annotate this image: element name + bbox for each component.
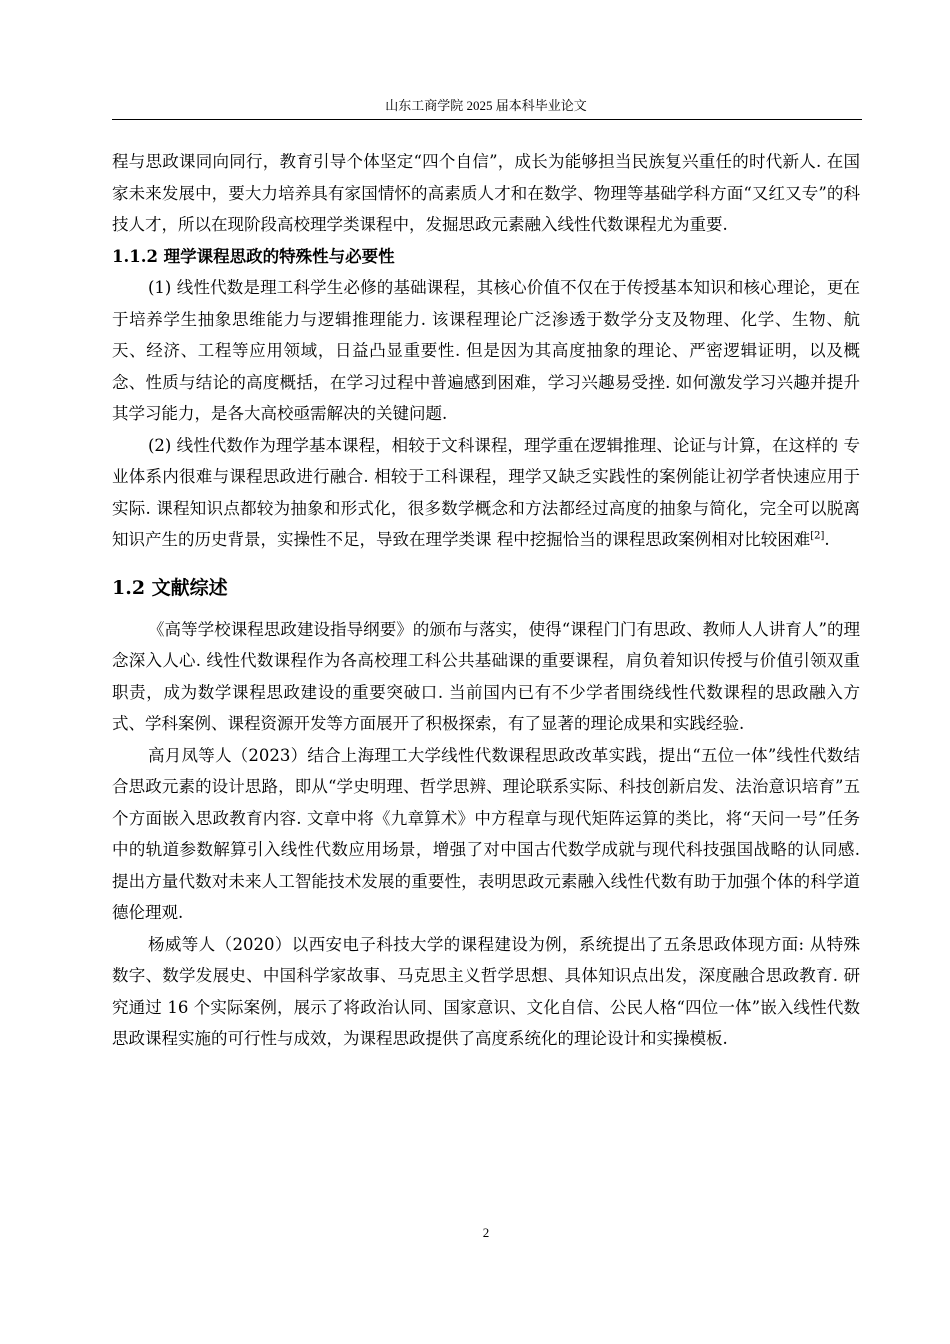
paragraph-1-1-2-item-2-text: (2) 线性代数作为理学基本课程，相较于文科课程，理学重在逻辑推理、论证与计算，在这样的 专业体系内很难与课程思政进行融合. 相较于工科课程，理学又缺乏实践性的案例能让初学者快速应用于实际. 课程知识点都较为抽象和形式化，很多数学概念和方法都经过高度的抽象与简化，完全可以脱离知识产生的历史背景，实操性不足，导致在理学类课 程中挖掘恰当的课程思政案例相对比较困难	[112, 435, 860, 549]
section-heading-1-1-2: 1.1.2 理学课程思政的特殊性与必要性	[112, 246, 395, 266]
page-number: 2	[482, 1225, 490, 1240]
citation-2[interactable]: [2]	[810, 530, 825, 542]
header-rule	[112, 119, 862, 120]
running-header: 山东工商学院 2025 届本科毕业论文	[385, 98, 587, 113]
paragraph-1-2-2: 高月凤等人（2023）结合上海理工大学线性代数课程思政改革实践，提出“五位一体”线性代数结合思政元素的设计思路，即从“学史明理、哲学思辨、理论联系实际、科技创新启发、法治意识培育”五个方面嵌入思政教育内容. 文章中将《九章算术》中方程章与现代矩阵运算的类比，将“天问一号”任务中的轨道参数解算引入线性代数应用场景，增强了对中国古代数学成就与现代科技强国战略的认同感. 提出方量代数对未来人工智能技术发展的重要性，表明思政元素融入线性代数有助于加强个体的科学道德伦理观.	[112, 745, 860, 922]
paragraph-1-1-2-item-2	[112, 430, 860, 556]
section-heading-1-2: 1.2 文献综述	[112, 576, 228, 599]
document-body	[112, 146, 860, 1055]
paragraph-1-2-3: 杨威等人（2020）以西安电子科技大学的课程建设为例，系统提出了五条思政体现方面: 从特殊数字、数学发展史、中国科学家故事、马克思主义哲学思想、具体知识点出发，深度融合思政教育. 研究通过 16 个实际案例，展示了将政治认同、国家意识、文化自信、公民人格“四位一体”嵌入线性代数思政课程实施的可行性与成效，为课程思政提供了高度系统化的理论设计和实操模板.	[112, 934, 860, 1048]
paragraph-1-1-2-item-1: (1) 线性代数是理工科学生必修的基础课程，其核心价值不仅在于传授基本知识和核心理论，更在于培养学生抽象思维能力与逻辑推理能力. 该课程理论广泛渗透于数学分支及物理、化学、生物、航天、经济、工程等应用领域，日益凸显重要性. 但是因为其高度抽象的理论、严密逻辑证明，以及概念、性质与结论的高度概括，在学习过程中普遍感到困难，学习兴趣易受挫. 如何激发学习兴趣并提升其学习能力，是各大高校亟需解决的关键问题.	[112, 278, 860, 423]
paragraph-intro: 程与思政课同向同行，教育引导个体坚定“四个自信”，成长为能够担当民族复兴重任的时代新人. 在国家未来发展中，要大力培养具有家国情怀的高素质人才和在数学、物理等基础学科方面“又红又专”的科技人才，所以在现阶段高校理学类课程中，发掘思政元素融入线性代数课程尤为重要.	[112, 152, 860, 234]
paragraph-1-2-1: 《高等学校课程思政建设指导纲要》的颁布与落实，使得“课程门门有思政、教师人人讲育人”的理念深入人心. 线性代数课程作为各高校理工科公共基础课的重要课程，肩负着知识传授与价值引领双重职责，成为数学课程思政建设的重要突破口. 当前国内已有不少学者围绕线性代数课程的思政融入方式、学科案例、课程资源开发等方面展开了积极探索，有了显著的理论成果和实践经验.	[112, 619, 860, 733]
paragraph-end-mark: .	[824, 530, 830, 549]
